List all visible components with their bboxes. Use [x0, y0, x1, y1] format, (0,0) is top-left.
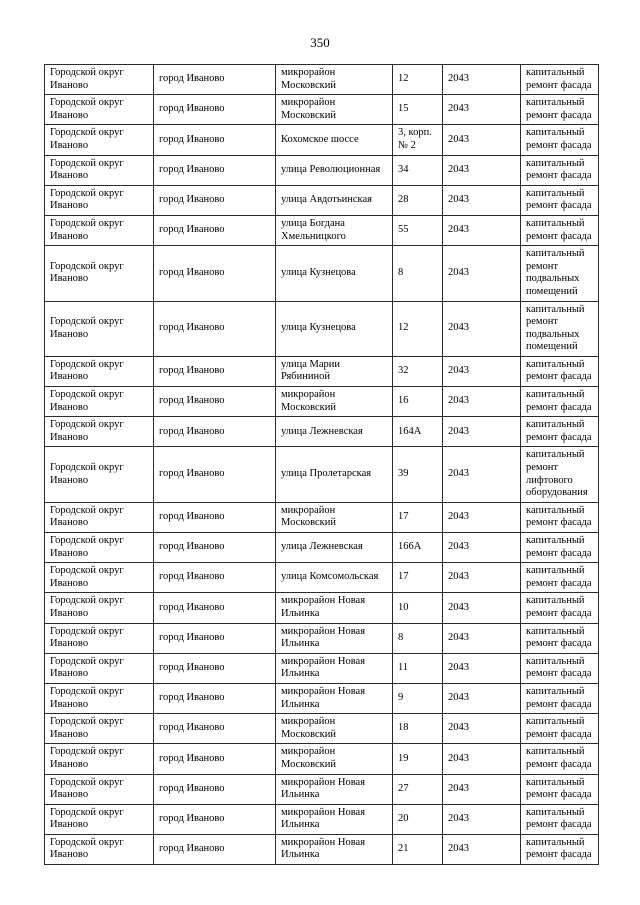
cell-house-number: 10 — [393, 593, 443, 623]
cell-street-or-district: улица Комсомольская — [276, 563, 393, 593]
table-row — [45, 834, 599, 864]
cell-house-number: 18 — [393, 714, 443, 744]
cell-city: город Иваново — [154, 215, 276, 245]
cell-street-or-district: микрорайон Московский — [276, 714, 393, 744]
table-row — [45, 246, 599, 301]
cell-city: город Иваново — [154, 95, 276, 125]
cell-work-type: капитальный ремонт фасада — [521, 744, 599, 774]
cell-street-or-district: улица Пролетарская — [276, 447, 393, 502]
cell-house-number: 34 — [393, 155, 443, 185]
cell-house-number: 32 — [393, 356, 443, 386]
cell-city: город Иваново — [154, 834, 276, 864]
cell-house-number: 9 — [393, 683, 443, 713]
cell-city: город Иваново — [154, 683, 276, 713]
cell-municipality: Городской округ Иваново — [45, 834, 154, 864]
cell-street-or-district: микрорайон Новая Ильинка — [276, 774, 393, 804]
table-row — [45, 387, 599, 417]
table-row — [45, 301, 599, 356]
cell-street-or-district: улица Богдана Хмельницкого — [276, 215, 393, 245]
cell-house-number: 55 — [393, 215, 443, 245]
cell-repair-year: 2043 — [443, 714, 521, 744]
cell-city: город Иваново — [154, 447, 276, 502]
cell-repair-year: 2043 — [443, 246, 521, 301]
table-row — [45, 533, 599, 563]
cell-street-or-district: улица Авдотьинская — [276, 185, 393, 215]
capital-repair-schedule-table — [44, 64, 599, 865]
cell-house-number: 21 — [393, 834, 443, 864]
cell-repair-year: 2043 — [443, 185, 521, 215]
cell-street-or-district: Кохомское шоссе — [276, 125, 393, 155]
cell-municipality: Городской округ Иваново — [45, 563, 154, 593]
table-row — [45, 774, 599, 804]
table-row — [45, 447, 599, 502]
cell-municipality: Городской округ Иваново — [45, 246, 154, 301]
cell-municipality: Городской округ Иваново — [45, 215, 154, 245]
cell-street-or-district: микрорайон Московский — [276, 744, 393, 774]
cell-municipality: Городской округ Иваново — [45, 623, 154, 653]
cell-street-or-district: микрорайон Московский — [276, 65, 393, 95]
cell-house-number: 27 — [393, 774, 443, 804]
cell-city: город Иваново — [154, 301, 276, 356]
cell-street-or-district: улица Лежневская — [276, 533, 393, 563]
cell-city: город Иваново — [154, 563, 276, 593]
cell-repair-year: 2043 — [443, 563, 521, 593]
table-row — [45, 356, 599, 386]
cell-municipality: Городской округ Иваново — [45, 502, 154, 532]
cell-work-type: капитальный ремонт подвальных помещений — [521, 246, 599, 301]
cell-repair-year: 2043 — [443, 155, 521, 185]
table-row — [45, 215, 599, 245]
cell-house-number: 20 — [393, 804, 443, 834]
cell-work-type: капитальный ремонт фасада — [521, 683, 599, 713]
cell-house-number: 15 — [393, 95, 443, 125]
cell-municipality: Городской округ Иваново — [45, 387, 154, 417]
table-body — [45, 65, 599, 865]
cell-repair-year: 2043 — [443, 95, 521, 125]
cell-work-type: капитальный ремонт фасада — [521, 125, 599, 155]
cell-house-number: 11 — [393, 653, 443, 683]
cell-work-type: капитальный ремонт фасада — [521, 714, 599, 744]
cell-repair-year: 2043 — [443, 301, 521, 356]
cell-repair-year: 2043 — [443, 774, 521, 804]
cell-street-or-district: микрорайон Новая Ильинка — [276, 593, 393, 623]
cell-work-type: капитальный ремонт фасада — [521, 593, 599, 623]
cell-house-number: 17 — [393, 502, 443, 532]
table-row — [45, 185, 599, 215]
cell-city: город Иваново — [154, 744, 276, 774]
table-row — [45, 804, 599, 834]
cell-house-number: 12 — [393, 301, 443, 356]
cell-street-or-district: микрорайон Московский — [276, 387, 393, 417]
cell-street-or-district: микрорайон Новая Ильинка — [276, 623, 393, 653]
table-row — [45, 65, 599, 95]
cell-street-or-district: микрорайон Новая Ильинка — [276, 653, 393, 683]
cell-repair-year: 2043 — [443, 125, 521, 155]
table-row — [45, 623, 599, 653]
cell-work-type: капитальный ремонт фасада — [521, 356, 599, 386]
table-row — [45, 155, 599, 185]
cell-work-type: капитальный ремонт фасада — [521, 65, 599, 95]
cell-municipality: Городской округ Иваново — [45, 593, 154, 623]
cell-city: город Иваново — [154, 185, 276, 215]
cell-repair-year: 2043 — [443, 65, 521, 95]
cell-work-type: капитальный ремонт лифтового оборудования — [521, 447, 599, 502]
table-row — [45, 563, 599, 593]
cell-house-number: 3, корп. № 2 — [393, 125, 443, 155]
cell-municipality: Городской округ Иваново — [45, 95, 154, 125]
cell-repair-year: 2043 — [443, 502, 521, 532]
cell-street-or-district: улица Кузнецова — [276, 246, 393, 301]
table-row — [45, 95, 599, 125]
cell-house-number: 19 — [393, 744, 443, 774]
cell-house-number: 164А — [393, 417, 443, 447]
cell-work-type: капитальный ремонт фасада — [521, 502, 599, 532]
cell-municipality: Городской округ Иваново — [45, 744, 154, 774]
cell-repair-year: 2043 — [443, 387, 521, 417]
cell-city: город Иваново — [154, 533, 276, 563]
cell-municipality: Городской округ Иваново — [45, 155, 154, 185]
table-row — [45, 125, 599, 155]
cell-work-type: капитальный ремонт фасада — [521, 653, 599, 683]
cell-street-or-district: микрорайон Московский — [276, 95, 393, 125]
cell-city: город Иваново — [154, 387, 276, 417]
cell-municipality: Городской округ Иваново — [45, 417, 154, 447]
cell-repair-year: 2043 — [443, 447, 521, 502]
cell-repair-year: 2043 — [443, 356, 521, 386]
cell-municipality: Городской округ Иваново — [45, 65, 154, 95]
cell-work-type: капитальный ремонт фасада — [521, 155, 599, 185]
cell-municipality: Городской округ Иваново — [45, 533, 154, 563]
table-row — [45, 593, 599, 623]
cell-work-type: капитальный ремонт фасада — [521, 533, 599, 563]
cell-house-number: 39 — [393, 447, 443, 502]
cell-municipality: Городской округ Иваново — [45, 683, 154, 713]
cell-city: город Иваново — [154, 623, 276, 653]
cell-street-or-district: улица Кузнецова — [276, 301, 393, 356]
cell-repair-year: 2043 — [443, 683, 521, 713]
cell-work-type: капитальный ремонт фасада — [521, 185, 599, 215]
cell-work-type: капитальный ремонт фасада — [521, 215, 599, 245]
cell-work-type: капитальный ремонт фасада — [521, 623, 599, 653]
cell-municipality: Городской округ Иваново — [45, 714, 154, 744]
cell-house-number: 17 — [393, 563, 443, 593]
cell-work-type: капитальный ремонт фасада — [521, 774, 599, 804]
table-row — [45, 744, 599, 774]
cell-work-type: капитальный ремонт подвальных помещений — [521, 301, 599, 356]
cell-street-or-district: микрорайон Новая Ильинка — [276, 683, 393, 713]
cell-repair-year: 2043 — [443, 834, 521, 864]
cell-city: город Иваново — [154, 593, 276, 623]
cell-work-type: капитальный ремонт фасада — [521, 387, 599, 417]
cell-work-type: капитальный ремонт фасада — [521, 563, 599, 593]
cell-repair-year: 2043 — [443, 417, 521, 447]
cell-municipality: Городской округ Иваново — [45, 185, 154, 215]
cell-municipality: Городской округ Иваново — [45, 653, 154, 683]
cell-work-type: капитальный ремонт фасада — [521, 417, 599, 447]
cell-municipality: Городской округ Иваново — [45, 804, 154, 834]
cell-street-or-district: микрорайон Новая Ильинка — [276, 804, 393, 834]
cell-house-number: 8 — [393, 623, 443, 653]
cell-house-number: 166А — [393, 533, 443, 563]
cell-city: город Иваново — [154, 502, 276, 532]
cell-house-number: 28 — [393, 185, 443, 215]
cell-municipality: Городской округ Иваново — [45, 356, 154, 386]
cell-house-number: 12 — [393, 65, 443, 95]
cell-street-or-district: микрорайон Московский — [276, 502, 393, 532]
cell-work-type: капитальный ремонт фасада — [521, 834, 599, 864]
cell-street-or-district: микрорайон Новая Ильинка — [276, 834, 393, 864]
cell-municipality: Городской округ Иваново — [45, 125, 154, 155]
cell-repair-year: 2043 — [443, 653, 521, 683]
cell-repair-year: 2043 — [443, 623, 521, 653]
cell-city: город Иваново — [154, 356, 276, 386]
cell-city: город Иваново — [154, 125, 276, 155]
cell-street-or-district: улица Революционная — [276, 155, 393, 185]
cell-city: город Иваново — [154, 804, 276, 834]
cell-municipality: Городской округ Иваново — [45, 301, 154, 356]
cell-repair-year: 2043 — [443, 533, 521, 563]
table-row — [45, 417, 599, 447]
cell-city: город Иваново — [154, 246, 276, 301]
table-row — [45, 502, 599, 532]
cell-repair-year: 2043 — [443, 744, 521, 774]
cell-city: город Иваново — [154, 774, 276, 804]
cell-city: город Иваново — [154, 155, 276, 185]
cell-street-or-district: улица Лежневская — [276, 417, 393, 447]
cell-work-type: капитальный ремонт фасада — [521, 95, 599, 125]
cell-city: город Иваново — [154, 653, 276, 683]
table-row — [45, 683, 599, 713]
cell-repair-year: 2043 — [443, 593, 521, 623]
cell-municipality: Городской округ Иваново — [45, 447, 154, 502]
cell-house-number: 16 — [393, 387, 443, 417]
cell-house-number: 8 — [393, 246, 443, 301]
cell-repair-year: 2043 — [443, 215, 521, 245]
cell-city: город Иваново — [154, 65, 276, 95]
page-number: 350 — [310, 35, 330, 50]
cell-street-or-district: улица Марии Рябининой — [276, 356, 393, 386]
cell-repair-year: 2043 — [443, 804, 521, 834]
cell-municipality: Городской округ Иваново — [45, 774, 154, 804]
table-row — [45, 714, 599, 744]
cell-city: город Иваново — [154, 417, 276, 447]
table-row — [45, 653, 599, 683]
cell-city: город Иваново — [154, 714, 276, 744]
cell-work-type: капитальный ремонт фасада — [521, 804, 599, 834]
